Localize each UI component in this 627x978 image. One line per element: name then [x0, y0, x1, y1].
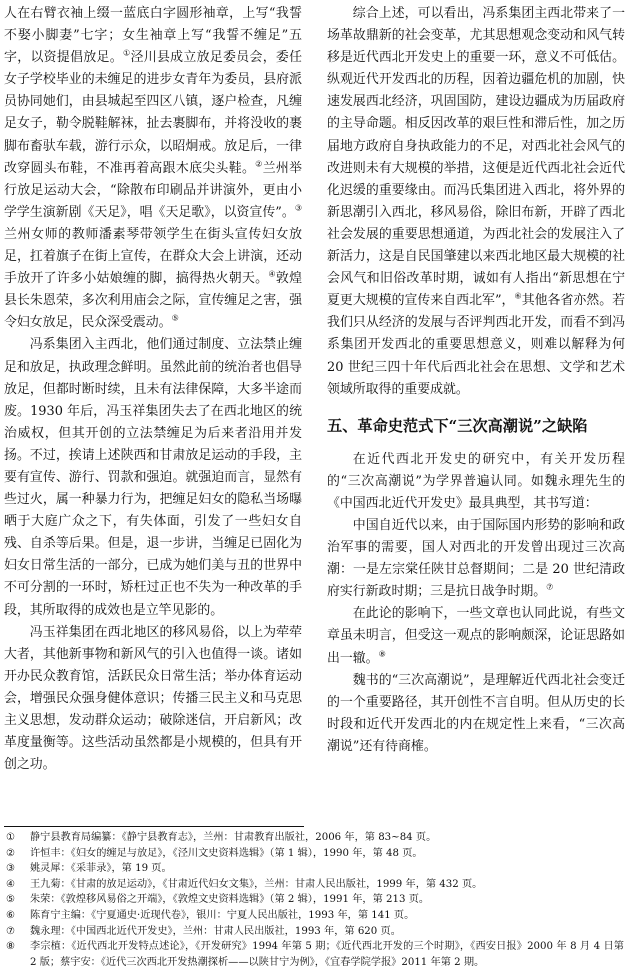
body-paragraph [4, 3, 302, 334]
footnote-divider [4, 826, 304, 827]
paragraph-text: 敦煌县长朱恩荣，多次利用庙会之际，宣传缠足之害，强令妇女放足，民众深受震动。 [4, 271, 303, 331]
footnote-text: 陈育宁主编：《宁夏通史·近现代卷》，银川：宁夏人民出版社，1993 年，第 141 页。 [30, 909, 415, 921]
paragraph-text: 中国自近代以来，由于国际国内形势的影响和政治军事的需要，国人对西北的开发曾出现过三次高潮：一是左宗棠任陕甘总督期间；二是 20 世纪清政府实行新政时期；三是抗日战争时期。 [327, 517, 625, 600]
footnote-item [4, 846, 624, 862]
paragraph-text: 兰州举行放足运动大会，“除散布印刷品并讲演外，更由小学学生演新剧《天足》，唱《天足歌》，以资宣传”。 [4, 160, 303, 220]
paragraph-text: 兰州女师的教师潘素琴带领学生在街头宣传妇女放足，扛着旗子在街上宣传，在群众大会上讲演，还动手放开了许多小姑娘缠的脚，搞得热火朝天。 [4, 226, 302, 287]
footnotes [4, 826, 624, 970]
paragraph-text: 其他各省亦然。若我们只从经济的发展与否评判西北开发，而看不到冯系集团开发西北的重要思想意义，则难以解释为何 20 世纪三四十年代后西北社会在思想、文学和艺术领域所取得的重要成就。 [327, 293, 626, 397]
paragraph-text: 在此论的影响下，一些文章也认同此说，有些文章虽未明言，但受这一观点的影响颇深，论证思路如出一辙。 [327, 606, 625, 666]
footnote-text: 李宗植：《近代西北开发特点述论》，《开发研究》1994 年第 5 期；《近代西北开发的三个时期》，《西安日报》2000 年 8 月 4 日第 2 版；蔡宇安：《近代三次西北开发热潮探析——以陕甘宁为例》，《宜春学院学报》2011 年第 2 期。 [30, 941, 624, 968]
footnote-text: 王九菊：《甘肃的放足运动》，《甘肃近代妇女文集》，兰州：甘肃人民出版社，1999 年，第 432 页。 [30, 878, 483, 890]
footnote-text: 静宁县教育局编纂：《静宁县教育志》，兰州：甘肃教育出版社，2006 年，第 83~84 页。 [30, 832, 437, 843]
right-column [327, 3, 625, 758]
footnote-ref[interactable]: ④ [268, 269, 276, 279]
left-column [4, 3, 302, 776]
footnote-number: ⑥ [6, 909, 16, 921]
body-paragraph [327, 449, 625, 515]
body-paragraph [4, 622, 302, 777]
footnote-ref[interactable]: ⑧ [378, 649, 386, 659]
footnote-item [4, 877, 624, 893]
section-heading: 五、革命史范式下“三次高潮说”之缺陷 [327, 416, 588, 435]
footnote-item [4, 939, 624, 970]
footnote-item [4, 908, 624, 924]
footnote-item [4, 924, 624, 940]
footnote-ref[interactable]: ⑥ [514, 291, 522, 301]
paragraph-text: 综合上述，可以看出，冯系集团主西北带来了一场革故鼎新的社会变革，尤其思想观念变动和风气转移是近代西北开发史上的重要一环，意义不可低估。纵观近代开发西北的历程，因着边疆危机的加剧，快速发展西北经济，巩固国防，建设边疆成为历届政府的主导命题。相反因改革的艰巨性和滞后性，加之历届地方政府自身执政能力的不足，对西北社会风气的改进则未有大规模的举措，这便是近代西北社会近代化迟缓的重要缘由。而冯氏集团进入西北，将外界的新思潮引入西北，移风易俗，除旧布新，开辟了西北社会发展的重要思想通道，为西北社会的发展注入了新活力，这是自民国肇建以来西北地区最大规模的社会风气和旧俗改革时期，诚如有人指出“新思想在宁夏更大规模的宣传来自西北军”， [327, 6, 625, 309]
footnote-text: 许恒丰：《妇女的缠足与放足》，《泾川文史资料选辑》（第 1 辑），1990 年，第 48 页。 [30, 847, 423, 859]
footnote-ref[interactable]: ③ [294, 203, 302, 213]
paragraph-text: 泾川县成立放足委员会，委任女子学校毕业的未缠足的进步女青年为委员，县府派员协同她们，由县城起至四区八镇，逐户检查，凡缠足女子，勒令脱鞋解袜，扯去裹脚布，并将没收的裹脚布畜驮车载，游行示众，以昭炯戒。放足后，一律改穿圆头布鞋，不准再着高跟木底尖头鞋。 [4, 50, 303, 176]
footnote-ref[interactable]: ⑤ [171, 314, 179, 324]
footnote-number: ④ [6, 878, 16, 890]
footnote-number: ⑦ [6, 925, 16, 937]
paragraph-text: 在近代西北开发史的研究中，有关开发历程的“三次高潮说”为学界普遍认同。如魏永理先生的《中国西北近代开发史》最具典型，其书写道： [327, 451, 625, 511]
footnote-item [4, 892, 624, 908]
body-paragraph [4, 334, 302, 621]
footnote-number: ③ [6, 863, 16, 875]
body-paragraph [327, 670, 625, 758]
paragraph-text: 魏书的“三次高潮说”，是理解近代西北社会变迁的一个重要路径，其开创性不言自明。但从历史的长时段和近代开发西北的内在规定性上来看，“三次高潮说”还有待商榷。 [327, 672, 625, 754]
body-paragraph [327, 603, 625, 669]
footnote-number: ⑤ [6, 894, 16, 906]
footnote-text: 朱荣：《敦煌移风易俗之开端》，《敦煌文史资料选辑》（第 2 辑），1991 年，第 213 页。 [30, 894, 430, 906]
paragraph-text: 冯系集团入主西北，他们通过制度、立法禁止缠足和放足，执政理念鲜明。虽然此前的统治者也倡导放足，但都时断时续，且未有法律保障，大多半途而废。1930 年后，冯玉祥集团失去了在西北地区的统治威权，但其开创的立法禁缠足为后来者沿用并发扬。不过，挨请上述陕西和甘肃放足运动的手段，主要有宣传、游行、罚款和强迫。就强迫而言，显然有些过火，属一种暴力行为，把缠足妇女的隐私当场曝晒于大庭广众之下，有失体面，引发了一些妇女自残、自杀等后果。但是，退一步讲，当缠足已固化为妇女日常生活的一部分，已成为她们美与丑的世界中不可分割的一环时，矫枉过正也不失为一种改革的手段，其所取得的成效也是立竿见影的。 [4, 337, 302, 618]
footnote-ref[interactable]: ① [122, 48, 131, 58]
footnote-number: ② [6, 847, 16, 859]
body-paragraph [327, 3, 625, 401]
footnote-item [4, 861, 624, 877]
footnote-text: 魏永理：《中国西北近代开发史》，兰州：甘肃人民出版社，1993 年，第 620 页。 [30, 925, 401, 937]
paragraph-text: 冯玉祥集团在西北地区的移风易俗，以上为荦荦大者，其他新事物和新风气的引入也值得一谈。诸如开办民众教育馆，活跃民众日常生活；举办体育运动会，增强民众强身健体意识；传播三民主义和马克思主义思想，发动群众运动；破除迷信，开启新风；改革度量衡等。这些活动虽然都是小规模的，但具有开创之功。 [4, 624, 302, 773]
footnote-ref[interactable]: ⑦ [546, 582, 554, 592]
footnote-number: ⑧ [6, 941, 16, 953]
block-quote [327, 515, 625, 603]
footnote-number: ① [6, 832, 16, 843]
footnote-item [4, 830, 624, 846]
footnote-text: 姚灵犀：《采菲录》，第 19 页。 [30, 863, 172, 875]
footnote-ref[interactable]: ② [255, 159, 263, 169]
paragraph-text: 人在右臂衣袖上缀一蓝底白字圆形袖章，上写“我誓不娶小脚妻”七字；女生袖章上写“我誓不缠足”五字，以资提倡放足。 [4, 6, 302, 66]
